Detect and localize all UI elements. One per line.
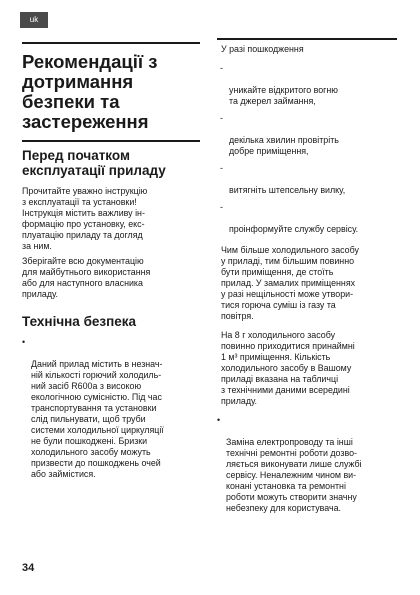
left-column — [22, 42, 200, 488]
list-item — [217, 202, 397, 235]
page-title: Рекомендації з дотримання безпеки та застереження — [22, 51, 158, 132]
safety-bullet-repairs — [217, 415, 397, 514]
dash-icon: - — [220, 63, 223, 73]
list-item-text: декілька хвилин провітріть добре приміщення, — [229, 135, 339, 156]
dash-icon: - — [220, 163, 223, 173]
dash-icon: - — [220, 202, 223, 212]
page-number: 34 — [22, 562, 35, 574]
list-item-text: проінформуйте службу сервісу. — [229, 224, 359, 234]
before-use-heading: Перед початком експлуатації приладу — [22, 147, 166, 178]
list-item — [217, 63, 397, 107]
top-rule-right — [217, 38, 397, 40]
list-item-text: витягніть штепсельну вилку, — [229, 185, 346, 195]
safety-bullet-text: Заміна електропроводу та інші технічні ремонтні роботи дозво- ляється виконувати лише службі сервісу. Неналежним чином ви- конані установка та ремонтні роботи можуть створити значну небезпеку для користувача. — [226, 437, 362, 513]
room-size-paragraph: Чим більше холодильного засобу у приладі, тим більшим повинно бути приміщення, де стоїть прилад. У замалих приміщеннях у разі нещільності може утвори- тися горюча суміш із газу та повітря. — [221, 245, 359, 321]
right-column — [217, 38, 397, 522]
safety-bullet-text: Даний прилад містить в незнач- ній кількості горючий холодиль- ний засіб R600a з високою екологічною сумісністю. Під час транспортування та установки слід пильнувати, щоб труби системи холодильної циркуляції не були пошкоджені. Бризки холодильного засобу можуть призвести до пошкоджень очей або займістися. — [31, 358, 164, 479]
list-item-text: уникайте відкритого вогню та джерел займання, — [229, 85, 338, 106]
section-rule — [22, 140, 200, 142]
before-use-paragraph-1: Прочитайте уважно інструкцію з експлуатації та установки! Інструкція містить важливу ін- формацію про установку, екс- плуатацію приладу та догляд за ним. — [22, 185, 148, 251]
refrigerant-volume-paragraph: На 8 г холодильного засобу повинно приходитися принаймні 1 м³ приміщення. Кількість холодильного засобу в Вашому приладі вказана на табличці з технічними даними всередині приладу. — [221, 330, 355, 406]
damage-intro: У разі пошкодження — [221, 44, 304, 54]
list-item — [217, 163, 397, 196]
bullet-icon: • — [217, 415, 221, 425]
bullet-icon: • — [22, 336, 26, 347]
before-use-paragraph-2: Зберігайте всю документацію для майбутнього використання або для наступного власника приладу. — [22, 255, 151, 299]
top-rule-left — [22, 42, 200, 44]
language-tab: uk — [20, 12, 48, 28]
safety-bullet-refrigerant — [22, 337, 200, 480]
technical-safety-heading: Технічна безпека — [22, 313, 137, 329]
dash-icon: - — [220, 113, 223, 123]
list-item — [217, 113, 397, 157]
